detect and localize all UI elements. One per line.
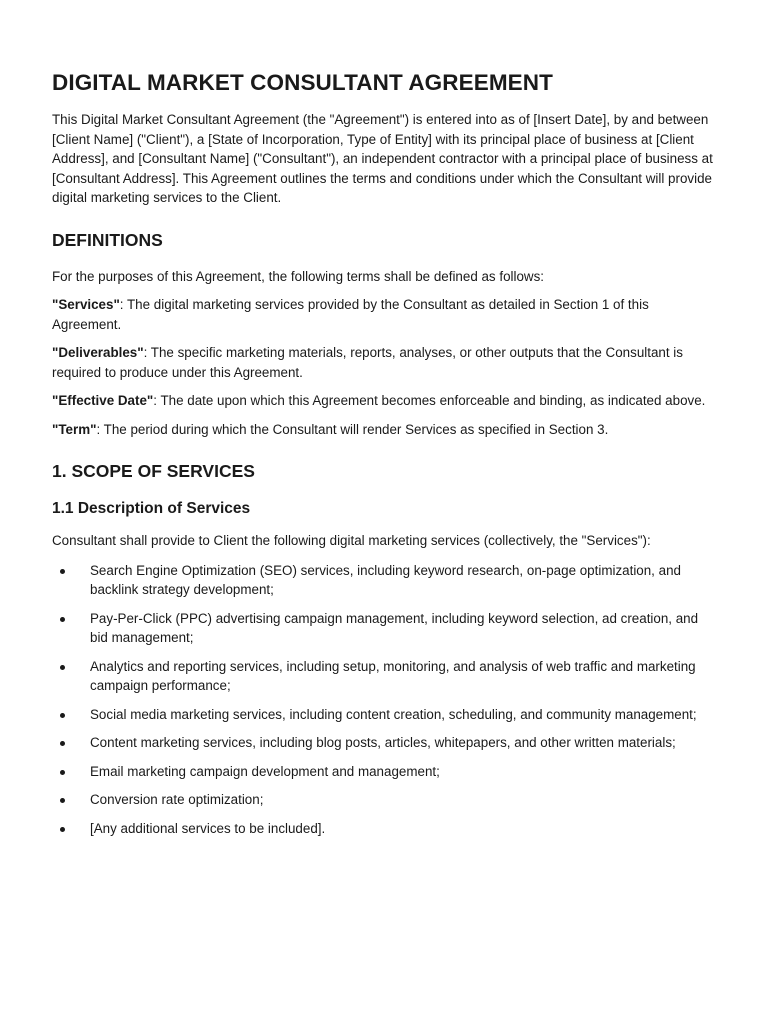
document-title: DIGITAL MARKET CONSULTANT AGREEMENT (52, 70, 553, 95)
bullet-icon (60, 741, 65, 746)
definition-text: : The digital marketing services provided by the Consultant as detailed in Section 1 of this Agreement. (52, 297, 649, 332)
list-item (52, 561, 714, 600)
intro-paragraph: This Digital Market Consultant Agreement (the "Agreement") is entered into as of [Insert Date], by and between [Client Name] ("Client"), a [State of Incorporation, Type of Entity] with its principal place of business at [Client Address], and [Consultant Name] ("Consultant"), an independent contractor with a principal place of business at [Consultant Address]. This Agreement outlines the terms and conditions under which the Consultant will provide digital marketing services to the Client. (52, 112, 713, 205)
services-list (52, 561, 714, 839)
definition-term-period (52, 420, 714, 440)
definition-term: "Effective Date" (52, 393, 154, 408)
definitions-heading: DEFINITIONS (52, 229, 163, 250)
scope-subheading: 1.1 Description of Services (52, 500, 251, 517)
definition-text: : The specific marketing materials, reports, analyses, or other outputs that the Consultant is required to produce under this Agreement. (52, 345, 683, 380)
definitions-lead: For the purposes of this Agreement, the following terms shall be defined as follows: (52, 268, 544, 284)
list-item-text: Search Engine Optimization (SEO) services, including keyword research, on-page optimization, and backlink strategy development; (90, 562, 681, 597)
list-item-text: Email marketing campaign development and management; (90, 763, 440, 779)
bullet-icon (60, 617, 65, 622)
definition-services (52, 295, 714, 334)
definition-deliverables (52, 343, 714, 382)
list-item-text: [Any additional services to be included]. (90, 820, 326, 836)
list-item-text: Analytics and reporting services, including setup, monitoring, and analysis of web traffic and marketing campaign performance; (90, 658, 696, 693)
list-item-text: Pay-Per-Click (PPC) advertising campaign management, including keyword selection, ad creation, and bid management; (90, 610, 699, 645)
list-item-text: Conversion rate optimization; (90, 792, 264, 807)
definition-text: : The period during which the Consultant will render Services as specified in Section 3. (96, 421, 609, 437)
list-item (52, 790, 714, 810)
bullet-icon (60, 569, 65, 574)
scope-lead: Consultant shall provide to Client the following digital marketing services (collectively, the "Services"): (52, 533, 651, 548)
definition-term: "Deliverables" (52, 345, 144, 360)
list-item (52, 657, 714, 696)
bullet-icon (60, 827, 65, 832)
list-item-text: Social media marketing services, including content creation, scheduling, and community management; (90, 706, 697, 722)
list-item (52, 705, 714, 725)
bullet-icon (60, 798, 65, 803)
list-item (52, 762, 714, 782)
scope-heading: 1. SCOPE OF SERVICES (52, 461, 255, 481)
definition-term: "Services" (52, 297, 120, 312)
list-item (52, 733, 714, 753)
definition-effective-date (52, 391, 714, 411)
bullet-icon (60, 665, 65, 670)
list-item-text: Content marketing services, including blog posts, articles, whitepapers, and other written materials; (90, 735, 676, 750)
bullet-icon (60, 770, 65, 775)
list-item (52, 819, 714, 839)
definition-term: "Term" (52, 421, 97, 437)
bullet-icon (60, 713, 65, 718)
list-item (52, 609, 714, 648)
definition-text: : The date upon which this Agreement becomes enforceable and binding, as indicated above. (153, 393, 706, 408)
